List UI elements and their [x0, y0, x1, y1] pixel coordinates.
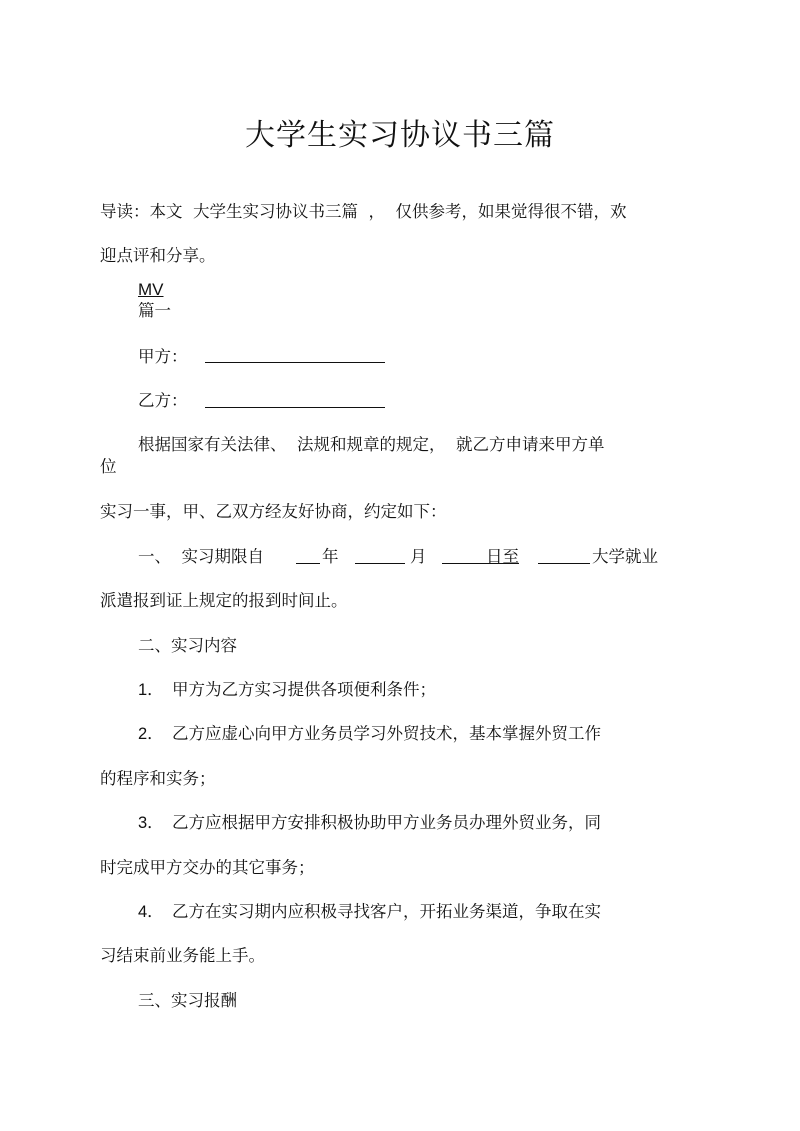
item-2-line-1: 乙方应虚心向甲方业务员学习外贸技术，基本掌握外贸工作: [172, 724, 601, 743]
mv-mark: MV: [138, 280, 164, 299]
paragraph-1-line-1: 根据国家有关法律、 法规和规章的规定， 就乙方申请来甲方单: [138, 435, 605, 454]
item-1-number: 1．: [138, 681, 164, 699]
clause-1-line-2: 派遣报到证上规定的报到时间止。: [100, 591, 348, 610]
intro-line-2: 迎点评和分享。: [100, 246, 216, 265]
item-4-line-2: 习结束前业务能上手。: [100, 946, 265, 965]
item-2-line-2: 的程序和实务；: [100, 769, 216, 788]
intro-line-1: 导读：本文 大学生实习协议书三篇 ， 仅供参考，如果觉得很不错，欢: [100, 202, 627, 221]
party-b-blank[interactable]: [205, 407, 385, 408]
item-2-number: 2．: [138, 725, 164, 743]
item-3-line-1: 乙方应根据甲方安排积极协助甲方业务员办理外贸业务，同: [172, 813, 601, 832]
party-a-label: 甲方：: [138, 347, 188, 366]
day-blank[interactable]: [442, 563, 486, 564]
item-1-line-1: 甲方为乙方实习提供各项便利条件；: [172, 680, 436, 699]
item-3-number: 3．: [138, 814, 164, 832]
clause-2-heading: 二、实习内容: [138, 636, 237, 655]
document-title: 大学生实习协议书三篇: [245, 118, 555, 153]
item-4-line-1: 乙方在实习期内应积极寻找客户，开拓业务渠道，争取在实: [172, 902, 601, 921]
clause-3-heading: 三、实习报酬: [138, 991, 237, 1010]
paragraph-2: 实习一事，甲、乙双方经友好协商，约定如下：: [100, 502, 447, 521]
clause-1-day-to: 日至: [486, 547, 519, 566]
paragraph-1-line-2: 位: [100, 457, 117, 476]
party-a-blank[interactable]: [205, 362, 385, 363]
clause-1-year: 年: [322, 547, 339, 566]
clause-1-prefix: 一、 实习期限自: [138, 547, 264, 566]
party-b-label: 乙方：: [138, 391, 188, 410]
year-blank[interactable]: [296, 563, 320, 564]
clause-1-month: 月: [410, 547, 427, 566]
section-heading: 篇一: [138, 301, 171, 320]
item-3-line-2: 时完成甲方交办的其它事务；: [100, 858, 315, 877]
end-blank[interactable]: [538, 563, 590, 564]
clause-1-suffix: 大学就业: [592, 547, 658, 566]
item-4-number: 4．: [138, 903, 164, 921]
month-blank[interactable]: [355, 563, 405, 564]
